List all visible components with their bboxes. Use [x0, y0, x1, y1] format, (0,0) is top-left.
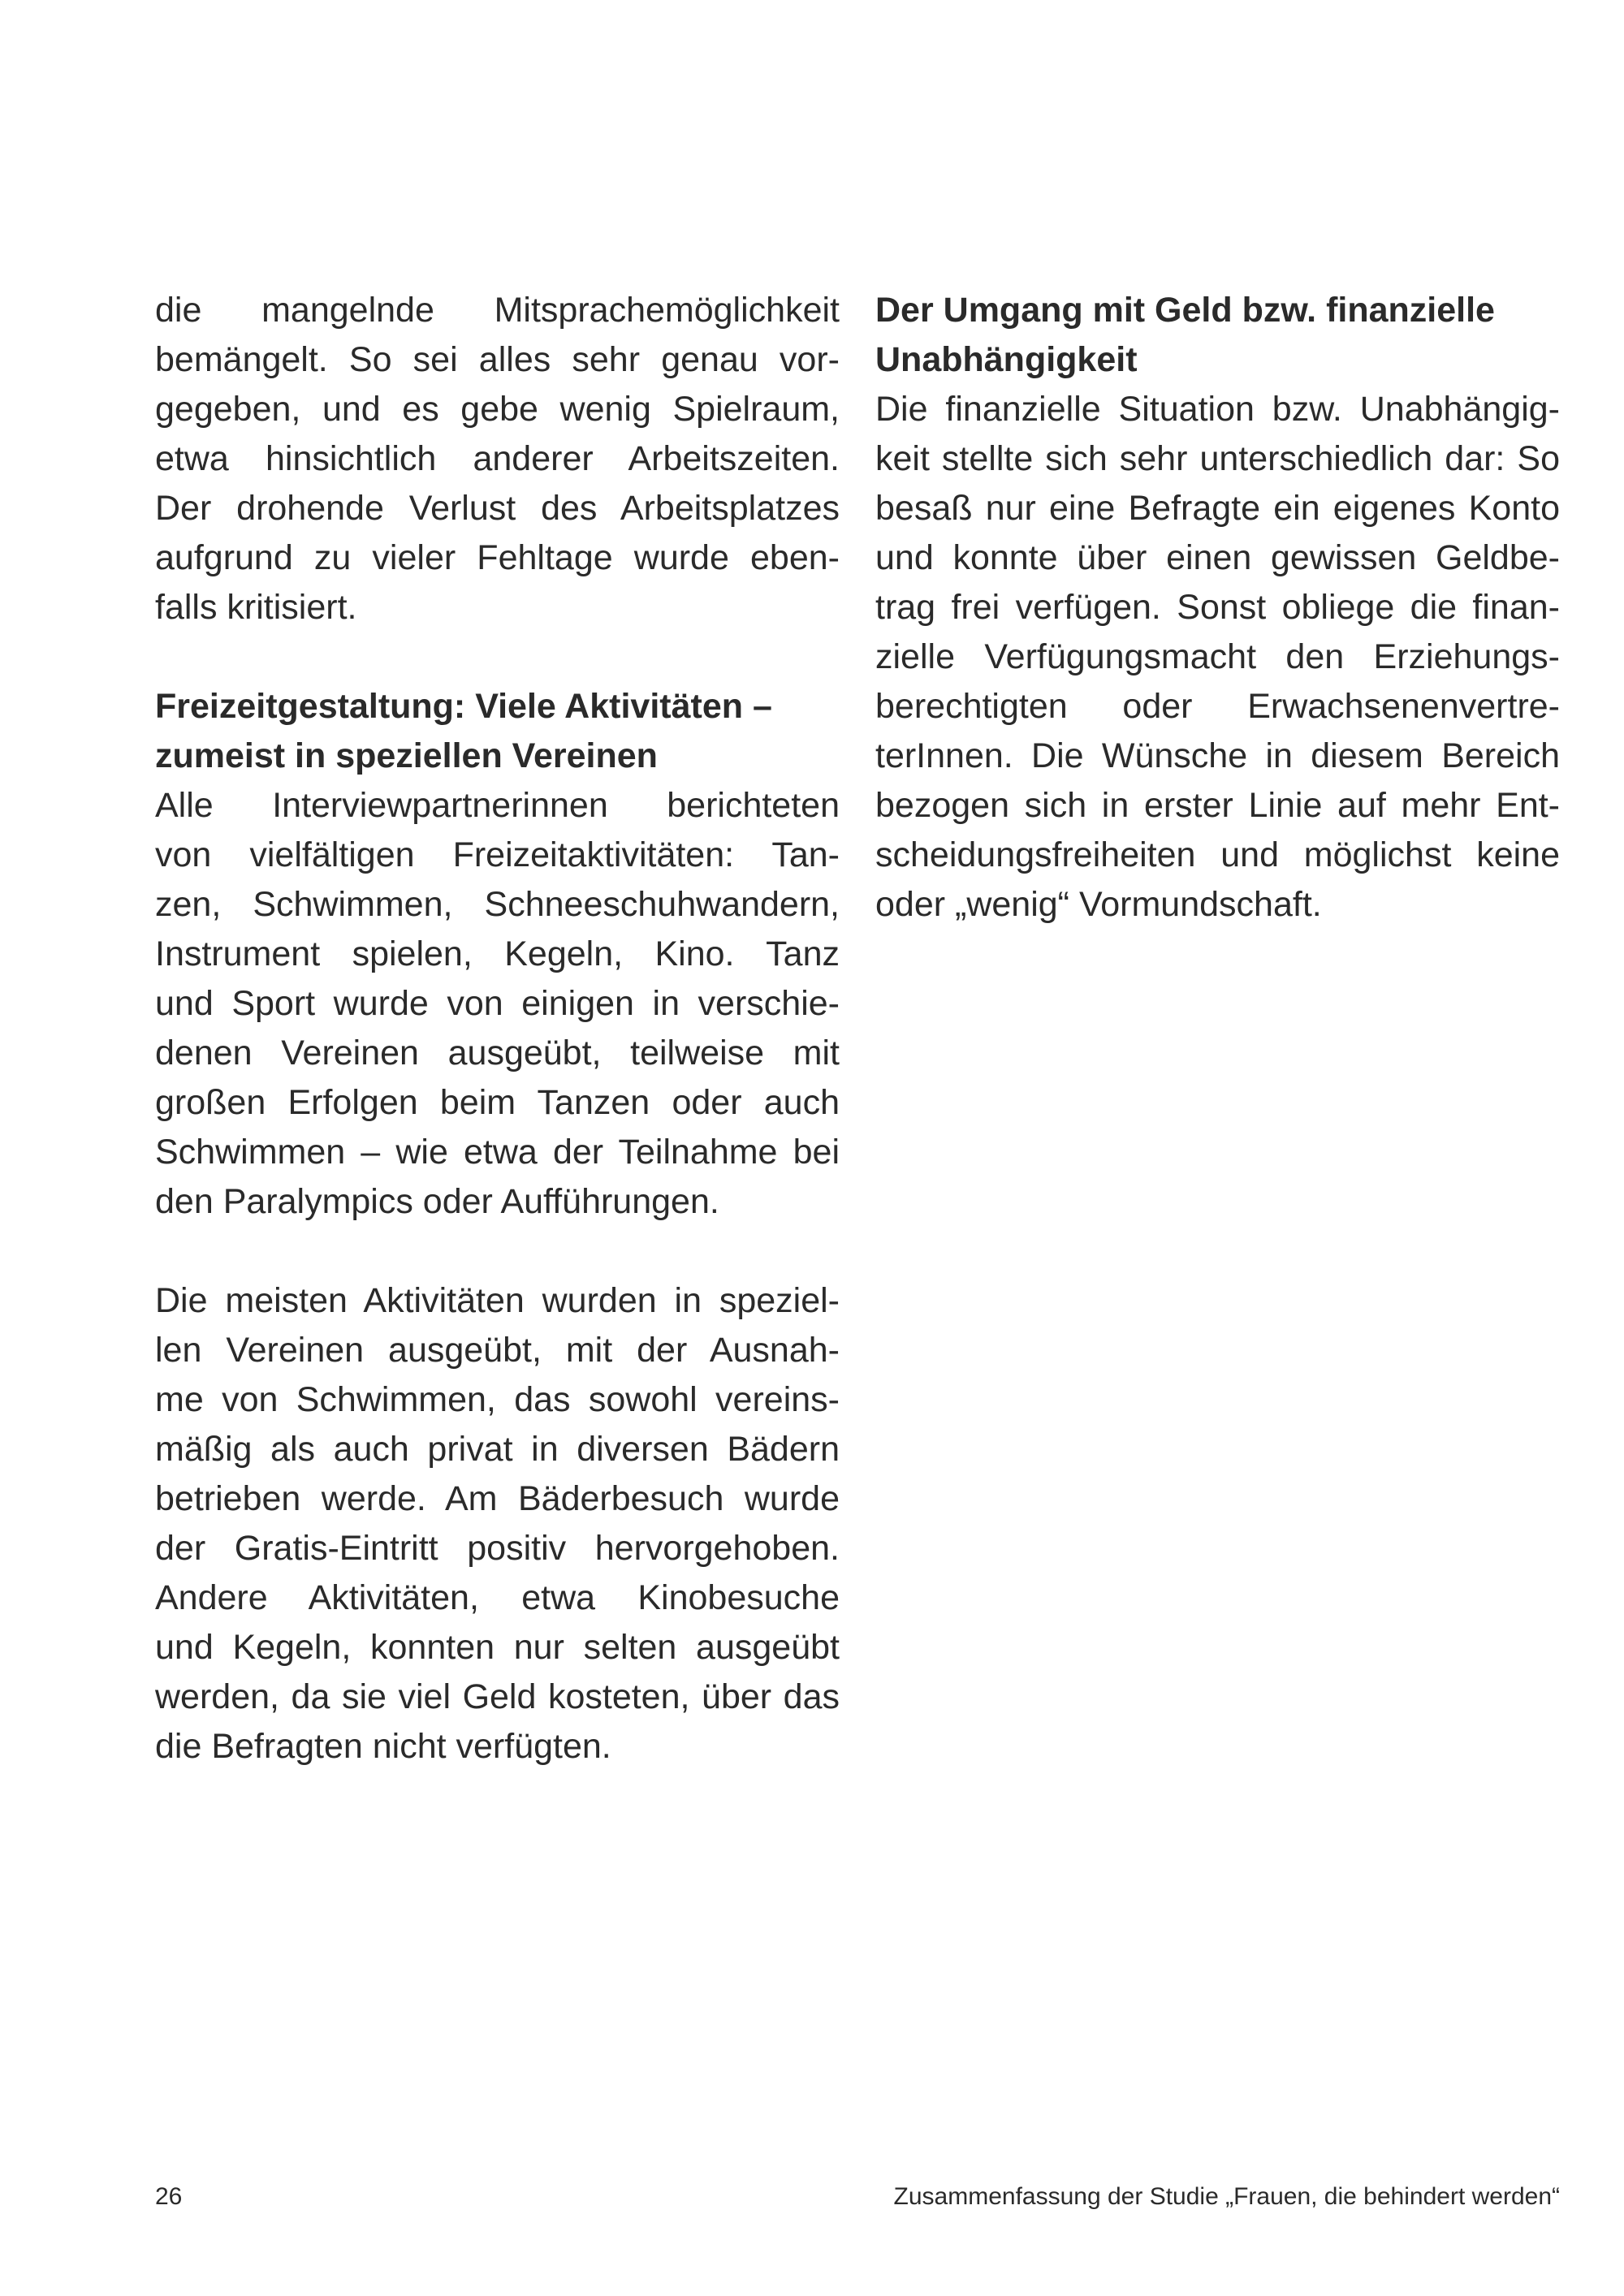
- text-line: keit stellte sich sehr unterschiedlich dar: So: [875, 439, 1560, 478]
- text-line: mäßig als auch privat in diversen Bädern: [155, 1430, 840, 1469]
- right-column: [875, 286, 1560, 930]
- text-line: bezogen sich in erster Linie auf mehr Ent-: [875, 786, 1560, 825]
- text-line: die mangelnde Mitsprachemöglichkeit: [155, 291, 840, 330]
- heading-line: Der Umgang mit Geld bzw. finanzielle: [875, 291, 1495, 330]
- right-paragraph-1: [875, 385, 1560, 930]
- text-line: trag frei verfügen. Sonst obliege die finan-: [875, 588, 1560, 627]
- text-line: aufgrund zu vieler Fehltage wurde eben-: [155, 538, 840, 577]
- text-line: den Paralympics oder Aufführungen.: [155, 1182, 719, 1221]
- text-line: gegeben, und es gebe wenig Spielraum,: [155, 390, 840, 429]
- page-number: 26: [155, 2183, 183, 2210]
- text-line: zen, Schwimmen, Schneeschuhwandern,: [155, 885, 840, 924]
- text-line: Schwimmen – wie etwa der Teilnahme bei: [155, 1133, 840, 1172]
- text-line: der Gratis-Eintritt positiv hervorgehoben.: [155, 1529, 840, 1568]
- heading-line: Unabhängigkeit: [875, 340, 1138, 379]
- text-line: etwa hinsichtlich anderer Arbeitszeiten.: [155, 439, 840, 478]
- text-line: werden, da sie viel Geld kosteten, über das: [155, 1677, 840, 1716]
- left-paragraph-2: [155, 781, 840, 1227]
- text-line: besaß nur eine Befragte ein eigenes Konto: [875, 489, 1560, 528]
- text-line: Alle Interviewpartnerinnen berichteten: [155, 786, 840, 825]
- paragraph-gap: [155, 632, 840, 682]
- text-line: und konnte über einen gewissen Geldbe-: [875, 538, 1560, 577]
- text-line: berechtigten oder Erwachsenenvertre-: [875, 687, 1560, 726]
- text-line: Die meisten Aktivitäten wurden in speziel-: [155, 1281, 840, 1320]
- text-line: Der drohende Verlust des Arbeitsplatzes: [155, 489, 840, 528]
- text-line: und Kegeln, konnten nur selten ausgeübt: [155, 1628, 840, 1667]
- left-column: [155, 286, 840, 1772]
- text-line: großen Erfolgen beim Tanzen oder auch: [155, 1083, 840, 1122]
- text-line: Instrument spielen, Kegeln, Kino. Tanz: [155, 934, 840, 973]
- text-line: falls kritisiert.: [155, 588, 357, 627]
- right-section-heading: [875, 286, 1560, 385]
- text-line: betrieben werde. Am Bäderbesuch wurde: [155, 1479, 840, 1518]
- text-line: Die finanzielle Situation bzw. Unabhängig-: [875, 390, 1560, 429]
- text-line: die Befragten nicht verfügten.: [155, 1727, 611, 1766]
- text-line: me von Schwimmen, das sowohl vereins-: [155, 1380, 840, 1419]
- text-line: bemängelt. So sei alles sehr genau vor-: [155, 340, 840, 379]
- left-paragraph-3: [155, 1276, 840, 1772]
- running-title: Zusammenfassung der Studie „Frauen, die behindert werden“: [893, 2183, 1560, 2210]
- text-line: von vielfältigen Freizeitaktivitäten: Tan-: [155, 835, 840, 874]
- text-line: len Vereinen ausgeübt, mit der Ausnah-: [155, 1331, 840, 1370]
- text-line: scheidungsfreiheiten und möglichst keine: [875, 835, 1560, 874]
- left-paragraph-1: [155, 286, 840, 632]
- heading-line: Freizeitgestaltung: Viele Aktivitäten –: [155, 687, 772, 726]
- text-line: terInnen. Die Wünsche in diesem Bereich: [875, 736, 1560, 775]
- text-line: denen Vereinen ausgeübt, teilweise mit: [155, 1034, 840, 1072]
- paragraph-gap: [155, 1227, 840, 1276]
- text-line: und Sport wurde von einigen in verschie-: [155, 984, 840, 1023]
- left-section-heading: [155, 682, 840, 781]
- heading-line: zumeist in speziellen Vereinen: [155, 736, 658, 775]
- text-line: oder „wenig“ Vormundschaft.: [875, 885, 1322, 924]
- text-line: zielle Verfügungsmacht den Erziehungs-: [875, 637, 1560, 676]
- text-line: Andere Aktivitäten, etwa Kinobesuche: [155, 1578, 840, 1617]
